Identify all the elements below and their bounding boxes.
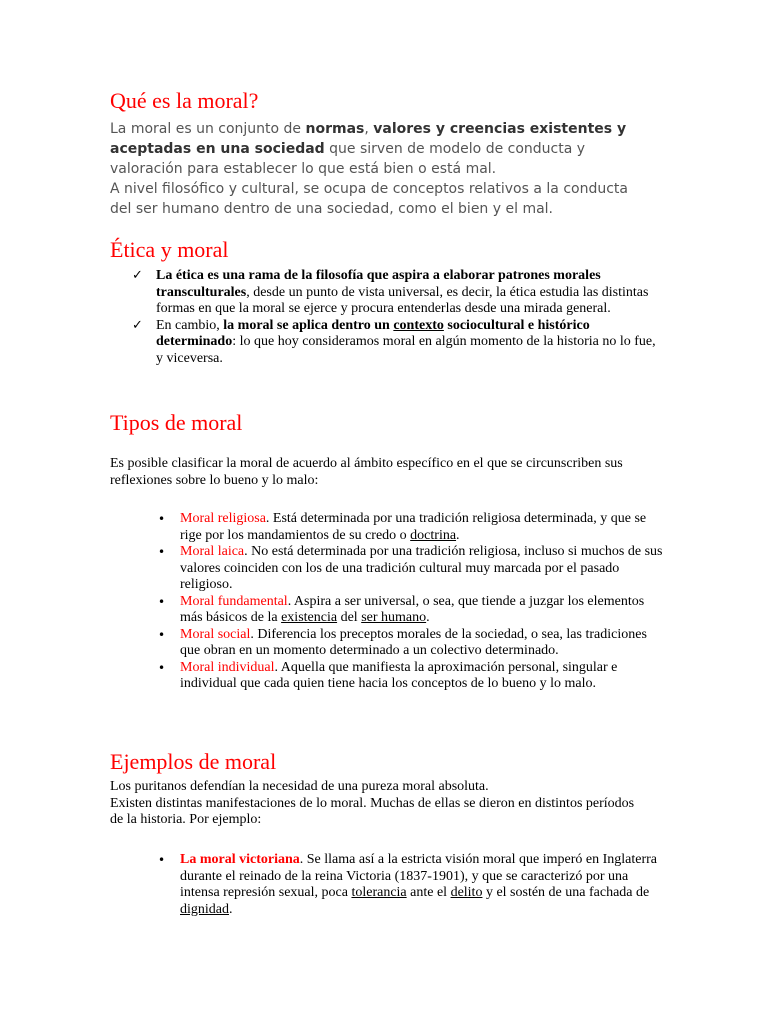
link-existencia[interactable]: existencia [281,610,338,625]
bullet-icon: • [158,594,166,609]
link-contexto[interactable]: contexto [393,317,444,333]
heading-ejemplos-de-moral: Ejemplos de moral [110,749,277,774]
ejemplos-text-1: Los puritanos defendían la necesidad de una pureza moral absoluta. [110,779,489,794]
ejemplos-intro [110,779,640,829]
heading-tipos-de-moral: Tipos de moral [110,410,243,435]
list-item: ✓ La ética es una rama de la filosofía que aspira a elaborar patrones morales transculturales, desde un punto de vista universal, es decir, la ética estudia las distintas formas en que la moral se ejerce y procura entenderlas desde una mirada general. [132,268,649,316]
list-item-moral-fundamental: • Moral fundamental. Aspira a ser universal, o sea, que tiende a juzgar los elementos más básicos de la existencia del ser humano. [158,593,645,625]
philosophical-text: A nivel filosófico y cultural, se ocupa de conceptos relativos a la conducta del ser humano dentro de una sociedad, como el bien y el mal. [110,181,628,217]
list-item-moral-individual: • Moral individual. Aquella que manifiesta la aproximación personal, singular e individual que cada quien tiene hacia los conceptos de lo bueno y lo malo. [158,659,618,691]
bullet-icon: • [158,545,166,559]
list-item-moral-laica: • Moral laica. No está determinada por una tradición religiosa, incluso si muchos de sus valores coinciden con los de una tradición cultural muy marcada por el pasado religioso. [158,544,663,592]
bullet-icon: • [158,512,166,526]
link-delito[interactable]: delito [450,885,483,900]
checkmark-icon: ✓ [132,317,143,333]
definition-text: La moral es un conjunto de normas, valores y creencias existentes y aceptadas en una sociedad que sirven de modelo de conducta y valoración para establecer lo que está bien o está mal. [110,121,627,177]
bullet-icon: • [158,627,166,642]
list-item: ✓ En cambio, la moral se aplica dentro un contexto sociocultural e histórico determinado: lo que hoy consideramos moral en algún momento de la historia no lo fue, y viceversa. [132,317,656,366]
heading-etica-y-moral: Ética y moral [110,237,229,262]
list-item-moral-religiosa: • Moral religiosa. Está determinada por una tradición religiosa determinada, y que se rige por los mandamientos de su credo o doctrina. [158,511,647,543]
list-item-moral-social: • Moral social. Diferencia los preceptos morales de la sociedad, o sea, las tradiciones que obran en un momento determinado a un colectivo determinado. [158,626,647,658]
link-ser-humano[interactable]: ser humano [361,610,427,625]
ejemplos-text-2: Existen distintas manifestaciones de lo moral. Muchas de ellas se dieron en distintos períodos de la historia. Por ejemplo: [110,795,635,827]
paragraph-definicion [110,119,630,219]
tipos-list [156,511,666,693]
tipos-intro: Es posible clasificar la moral de acuerdo al ámbito específico en el que se circunscriben sus reflexiones sobre lo bueno y lo malo: [110,456,623,488]
link-doctrina[interactable]: doctrina [410,527,457,543]
link-dignidad[interactable]: dignidad [180,901,229,917]
etica-checklist [132,268,666,367]
checkmark-icon: ✓ [132,268,143,283]
bullet-icon: • [158,853,166,867]
bullet-icon: • [158,660,166,675]
ejemplos-list [156,852,666,918]
heading-que-es-la-moral: Qué es la moral? [110,88,259,113]
link-tolerancia[interactable]: tolerancia [351,885,407,900]
list-item-moral-victoriana: • La moral victoriana. Se llama así a la estricta visión moral que imperó en Inglaterra durante el reinado de la reina Victoria (1837-1901), y que se caracterizó por una intensa represión sexual, poca tolerancia ante el delito y el sostén de una fachada de dignidad. [158,852,658,917]
